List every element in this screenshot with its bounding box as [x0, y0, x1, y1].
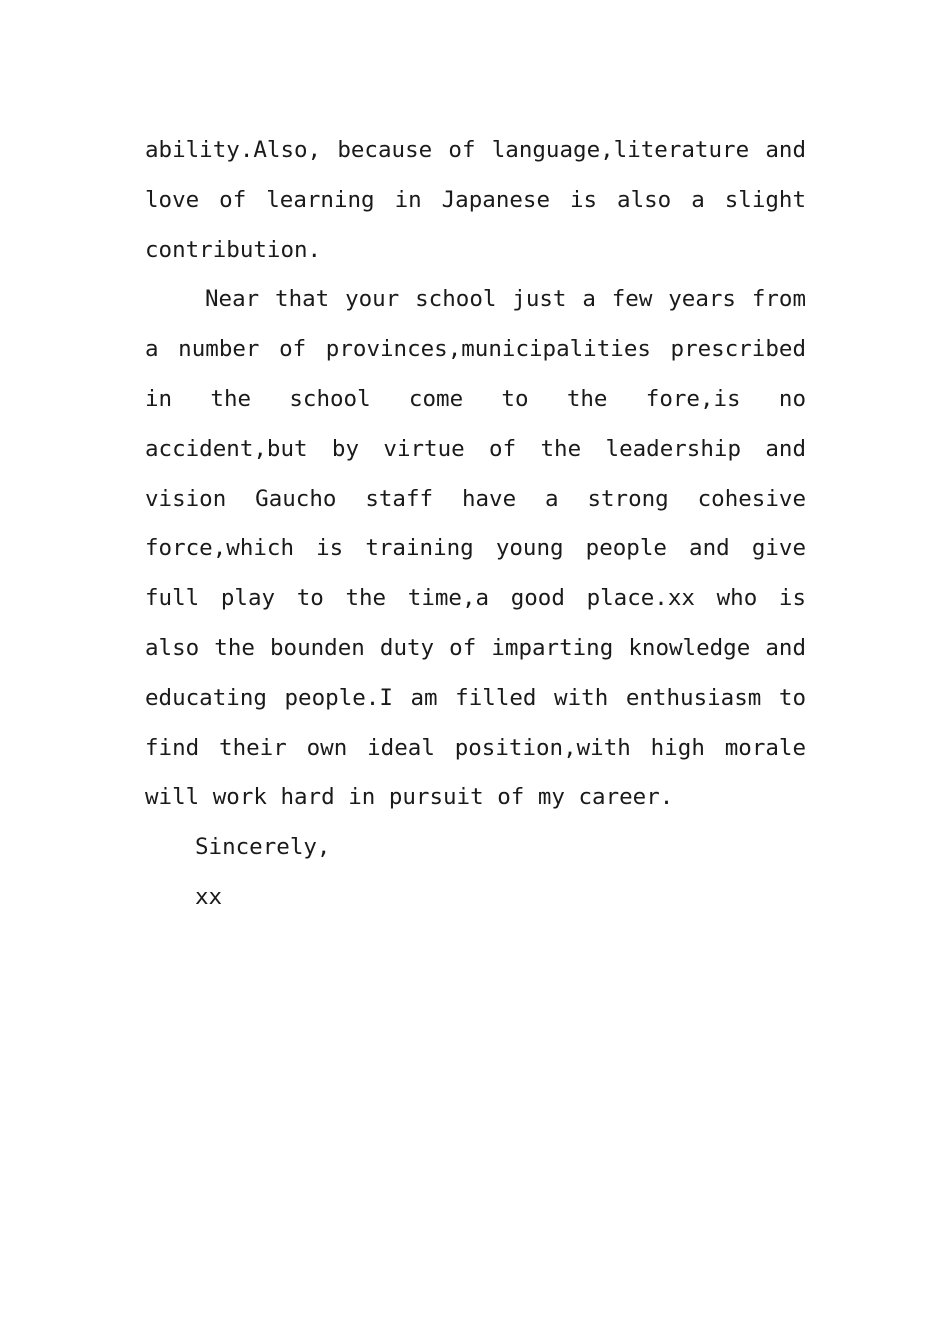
closing-salutation: Sincerely, — [195, 834, 331, 861]
paragraph-main: Near that your school just a few years from a number of provinces,municipalities prescribed in the school come to the fore,is no accident,but by virtue of the leadership and vision Gaucho staff have a strong cohesive force,which is training young people and give full play to the time,a good place.xx who is also the bounden duty of imparting knowledge and educating people.I am filled with enthusiasm to find their own ideal position,with high morale will work hard in pursuit of my career. — [145, 286, 806, 811]
letter-body — [145, 126, 806, 923]
paragraph-continuation: ability.Also, because of language,literature and love of learning in Japanese is also a slight contribution. — [145, 137, 806, 263]
signature: xx — [195, 883, 223, 910]
